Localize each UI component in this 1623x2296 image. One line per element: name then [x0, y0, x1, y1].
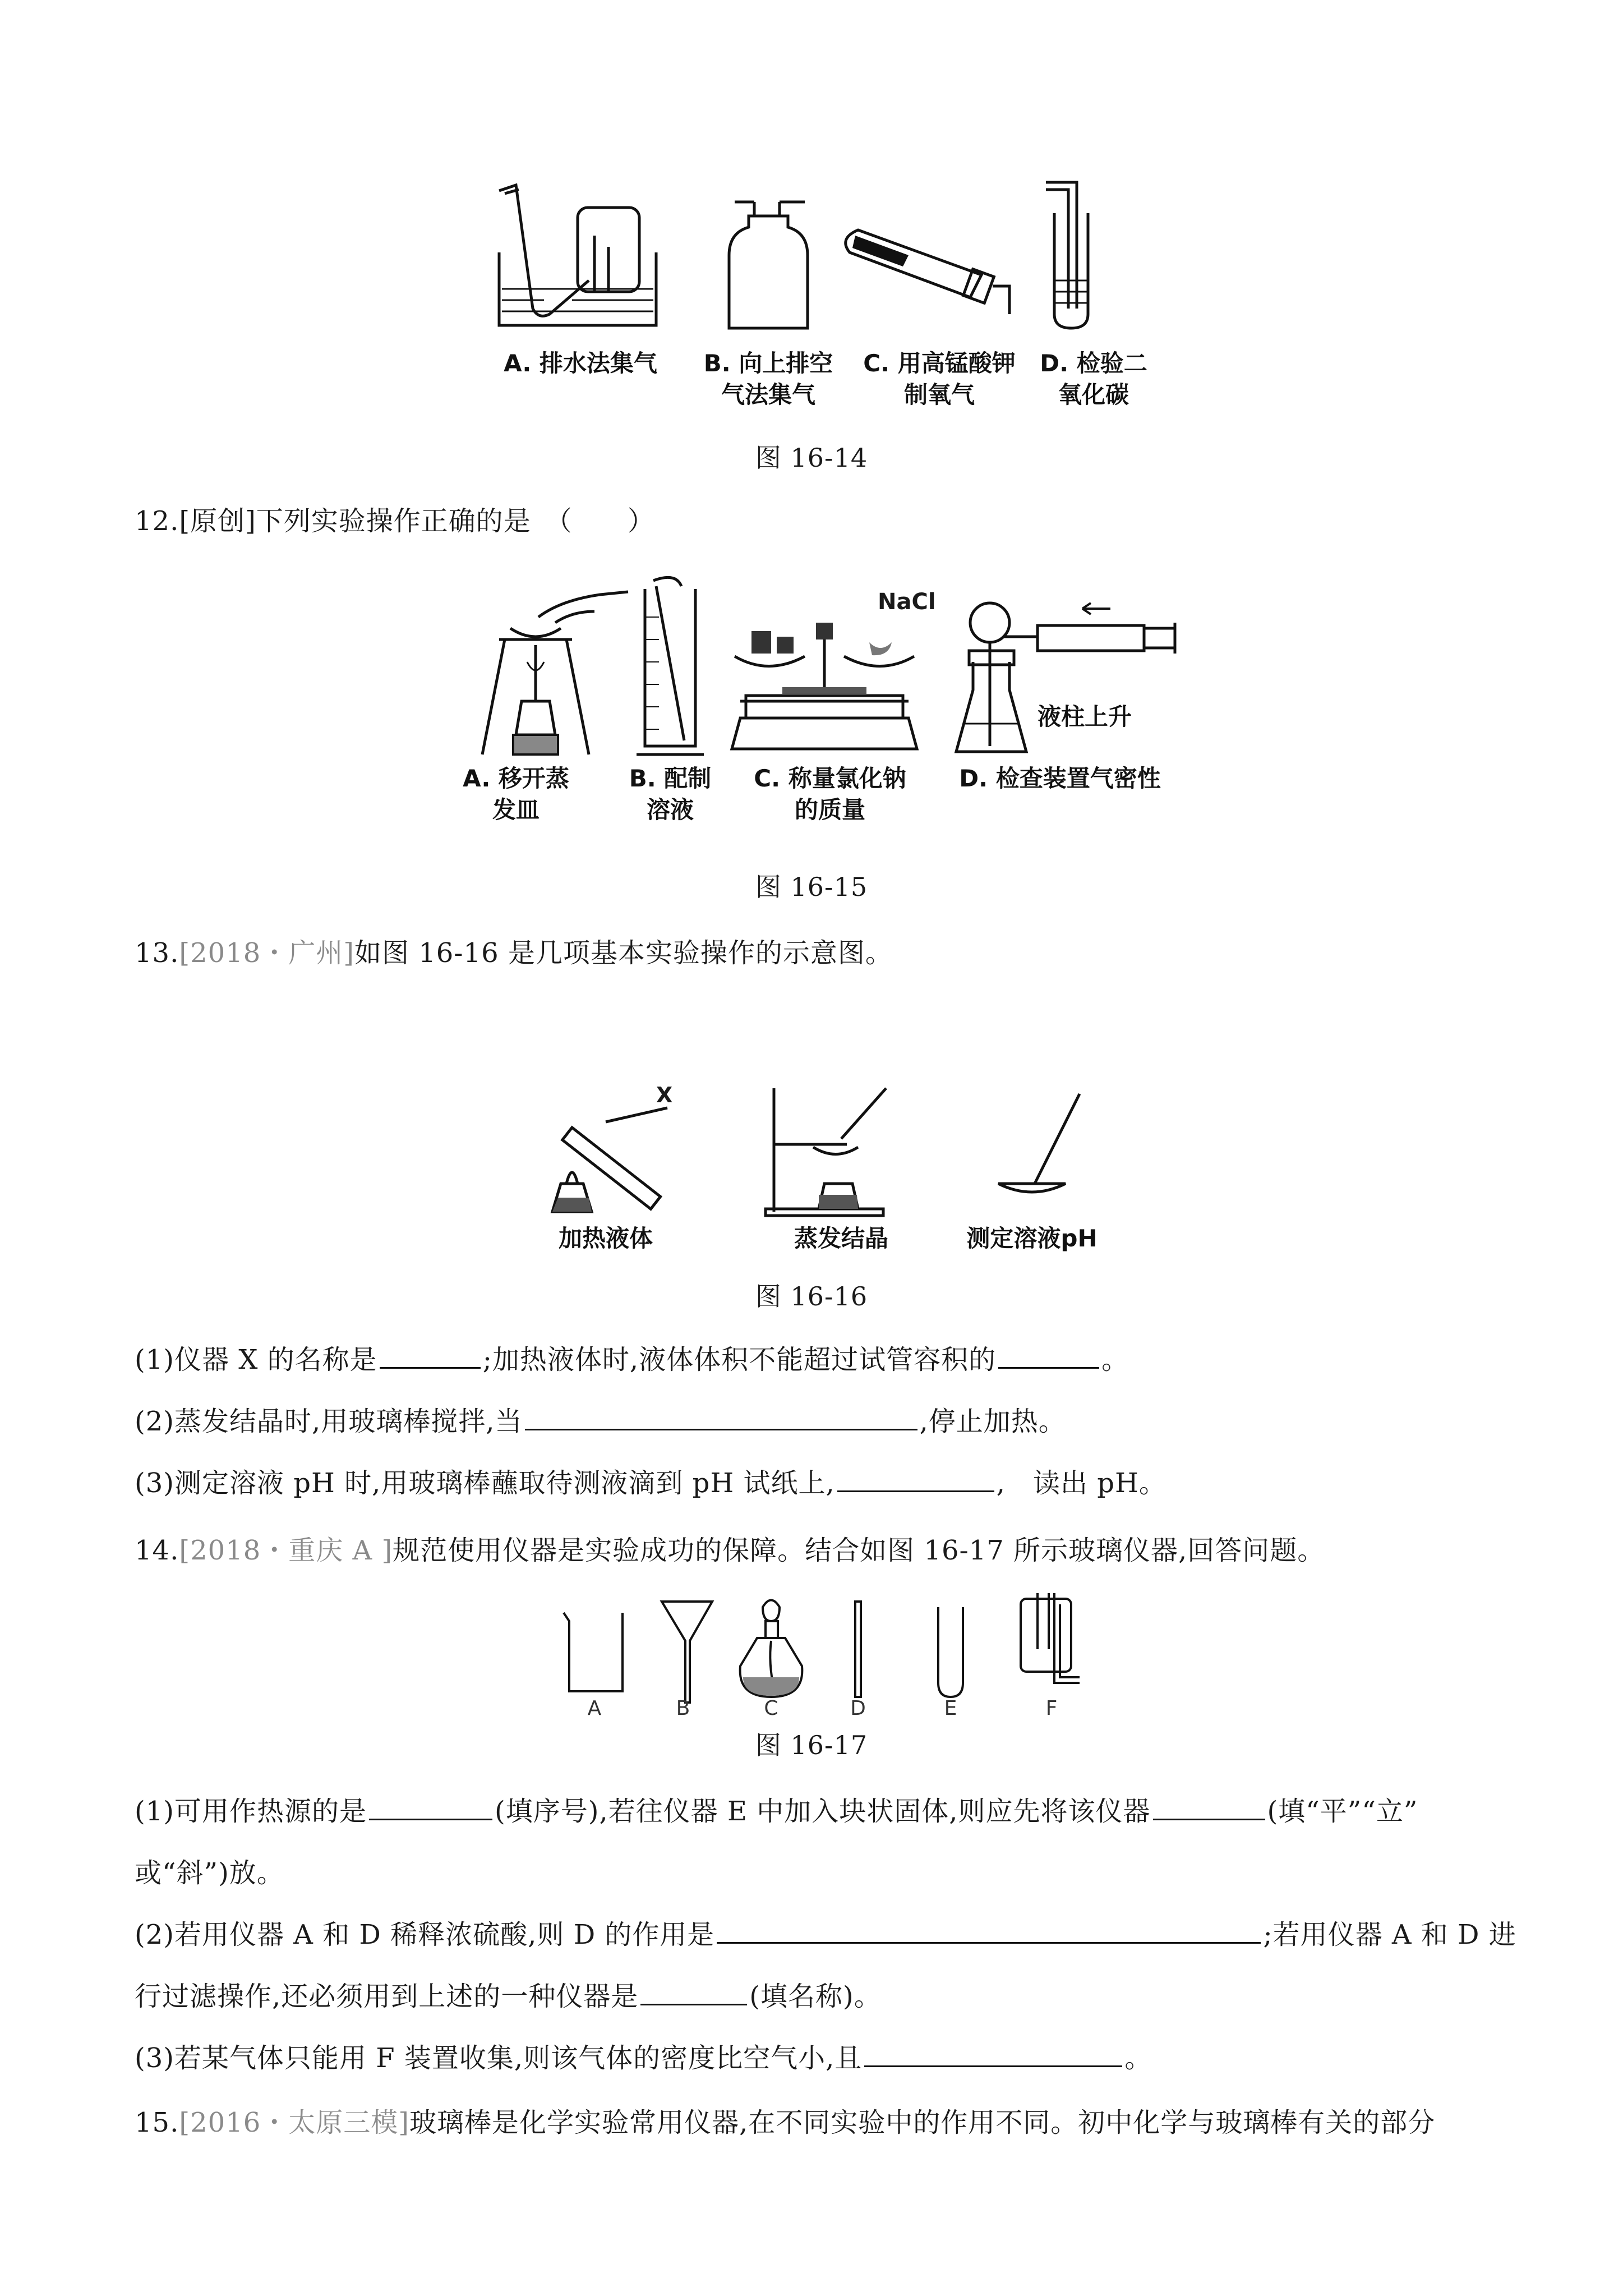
gas-collecting-bottle-image [723, 194, 813, 331]
answer-blank[interactable] [717, 1917, 1261, 1944]
caption-15c-line1: C. 称量氯化钠 [754, 765, 906, 792]
q13-text: 如图 16-16 是几项基本实验操作的示意图。 [354, 937, 893, 969]
caption-a-line1: A. 排水法集气 [504, 349, 657, 377]
label-e: E [944, 1697, 957, 1720]
q14-source: [2018・重庆 A ] [179, 1535, 393, 1566]
answer-blank[interactable] [380, 1342, 481, 1369]
caption-15a [449, 763, 583, 826]
evaporation-crystallization-image [763, 1083, 909, 1217]
question-13 [135, 931, 893, 970]
q15-text: 玻璃棒是化学实验常用仪器,在不同实验中的作用不同。初中化学与玻璃棒有关的部分 [409, 2107, 1436, 2138]
measuring-cylinder-image [634, 572, 707, 757]
q15-source: [2016・太原三模] [179, 2107, 409, 2138]
q13-sub3-b: , 读出 pH。 [996, 1467, 1166, 1499]
q14-sub3-b: 。 [1124, 2042, 1152, 2074]
q13-sub2-b: ,停止加热。 [919, 1406, 1066, 1437]
caption-15c [735, 763, 925, 826]
caption-d-line1: D. 检验二 [1040, 349, 1147, 377]
caption-16b: 蒸发结晶 [794, 1225, 888, 1252]
label-d: D [850, 1697, 866, 1720]
q13-sub3 [135, 1461, 1166, 1500]
question-15 [135, 2101, 1435, 2139]
gas-collection-bottle-image [1015, 1593, 1082, 1700]
label-b: B [676, 1697, 690, 1720]
beaker-image [561, 1610, 628, 1694]
ph-test-image [987, 1088, 1088, 1200]
q14-number: 14. [135, 1535, 179, 1566]
caption-16c: 测定溶液pH [966, 1225, 1098, 1252]
caption-16a: 加热液体 [558, 1225, 653, 1252]
figure-title-16-15: 图 16-15 [755, 872, 868, 902]
label-c: C [764, 1697, 778, 1720]
caption-d-line2: 氧化碳 [1058, 381, 1129, 408]
co2-test-tube-image [1043, 180, 1105, 331]
caption-d [1032, 348, 1155, 411]
q14-sub2-cont [135, 1975, 882, 2013]
caption-b [684, 348, 852, 411]
answer-blank[interactable] [864, 2041, 1122, 2067]
q13-sub1-c: 。 [1101, 1344, 1129, 1375]
caption-15b-line2: 溶液 [646, 796, 694, 823]
caption-15c-line2: 的质量 [794, 796, 865, 823]
q14-sub1-c: (填“平”“立” [1267, 1796, 1418, 1827]
question-14 [135, 1529, 1325, 1567]
caption-b-line2: 气法集气 [721, 381, 815, 408]
q13-sub1-b: ;加热液体时,液体体积不能超过试管容积的 [482, 1344, 997, 1375]
figure-title-16-16: 图 16-16 [755, 1281, 868, 1312]
caption-c-line1: C. 用高锰酸钾 [863, 349, 1016, 377]
q13-sub1-a: (1)仪器 X 的名称是 [135, 1344, 377, 1375]
q14-sub3 [135, 2036, 1152, 2075]
q14-sub3-a: (3)若某气体只能用 F 装置收集,则该气体的密度比空气小,且 [135, 2042, 863, 2074]
question-12: 12.[原创]下列实验操作正确的是 （ ） [135, 505, 655, 537]
answer-blank[interactable] [525, 1404, 917, 1430]
label-nacl: NaCl [878, 589, 936, 615]
q13-sub2 [135, 1400, 1066, 1438]
alcohol-lamp-image [735, 1596, 808, 1700]
water-displacement-apparatus-image [488, 180, 673, 331]
answer-blank[interactable] [369, 1794, 492, 1820]
label-f: F [1045, 1697, 1058, 1720]
q14-sub1-cont: 或“斜”)放。 [135, 1857, 284, 1889]
q15-number: 15. [135, 2107, 179, 2138]
test-tube-image [934, 1604, 967, 1700]
caption-15d [931, 763, 1189, 794]
figure-title-16-14: 图 16-14 [755, 443, 868, 473]
label-x: X [656, 1083, 673, 1107]
caption-a [488, 348, 673, 379]
caption-15a-line2: 发皿 [492, 796, 540, 823]
answer-blank[interactable] [640, 1979, 747, 2005]
caption-15b-line1: B. 配制 [629, 765, 712, 792]
caption-15d-line1: D. 检查装置气密性 [959, 765, 1161, 792]
caption-c [847, 348, 1032, 411]
evaporating-dish-tripod-image [471, 589, 639, 757]
heating-liquid-image [538, 1099, 684, 1217]
glass-rod-image [852, 1599, 864, 1700]
q13-sub2-a: (2)蒸发结晶时,用玻璃棒搅拌,当 [135, 1406, 523, 1437]
caption-b-line1: B. 向上排空 [703, 349, 833, 377]
airtightness-check-flask-image [953, 595, 1178, 763]
q13-sub3-a: (3)测定溶液 pH 时,用玻璃棒蘸取待测液滴到 pH 试纸上, [135, 1467, 835, 1499]
figure-title-16-17: 图 16-17 [755, 1730, 868, 1760]
answer-blank[interactable] [998, 1342, 1099, 1369]
caption-15a-line1: A. 移开蒸 [463, 765, 569, 792]
q14-sub1-b: (填序号),若往仪器 E 中加入块状固体,则应先将该仪器 [495, 1796, 1151, 1827]
q14-sub1 [135, 1789, 1418, 1828]
funnel-image [659, 1599, 715, 1705]
q14-sub2-d: (填名称)。 [749, 1981, 882, 2012]
label-liquid-rise: 液柱上升 [1038, 703, 1132, 730]
balance-scale-image [729, 611, 920, 752]
q13-source: [2018・广州] [179, 937, 354, 969]
q14-sub2 [135, 1913, 1516, 1952]
q14-sub1-a: (1)可用作热源的是 [135, 1796, 367, 1827]
q14-text: 规范使用仪器是实验成功的保障。结合如图 16-17 所示玻璃仪器,回答问题。 [393, 1535, 1325, 1566]
caption-c-line2: 制氧气 [903, 381, 975, 408]
answer-blank[interactable] [837, 1466, 994, 1492]
q13-number: 13. [135, 937, 179, 969]
potassium-permanganate-tube-image [841, 219, 1026, 314]
q14-sub2-a: (2)若用仪器 A 和 D 稀释浓硫酸,则 D 的作用是 [135, 1919, 715, 1950]
caption-15b [608, 763, 732, 826]
answer-blank[interactable] [1153, 1794, 1265, 1820]
q13-sub1 [135, 1338, 1129, 1377]
label-a: A [587, 1697, 602, 1720]
q14-sub2-b: ;若用仪器 A 和 D 进 [1263, 1919, 1516, 1950]
q14-sub2-c: 行过滤操作,还必须用到上述的一种仪器是 [135, 1981, 639, 2012]
